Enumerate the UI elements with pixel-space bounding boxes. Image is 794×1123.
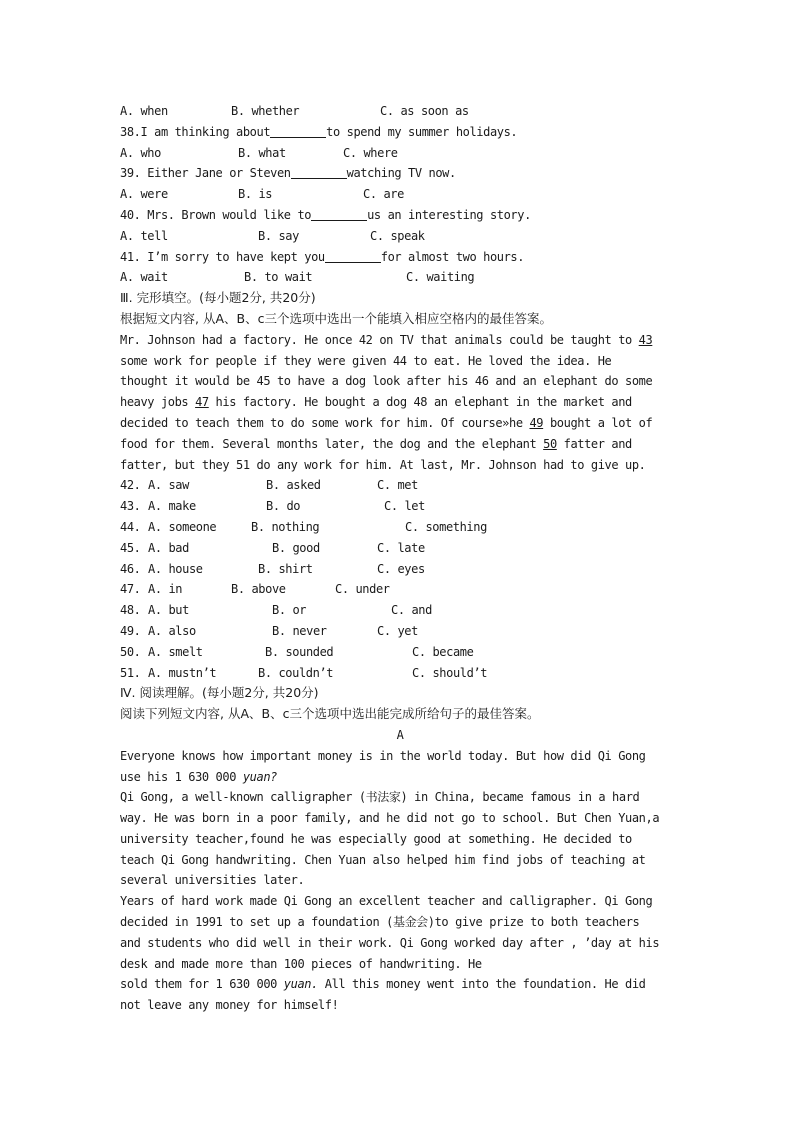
option-b: B. above	[231, 582, 286, 597]
option-b: B. to wait	[244, 270, 313, 285]
option-b: B. is	[238, 187, 273, 202]
option-b: B. good	[272, 540, 320, 555]
option-a: A. bad	[148, 540, 189, 555]
cloze-heading: Ⅲ. 完形填空。(每小题2分, 共20分)	[120, 290, 316, 306]
option-c: C. let	[384, 499, 425, 514]
passage-text: sold them for 1 630 000	[120, 977, 284, 992]
option-a: A. tell	[120, 228, 168, 243]
page-content	[120, 101, 680, 1016]
answer-blank	[325, 249, 381, 263]
cloze-passage-line	[120, 434, 680, 455]
option-b: B. nothing	[251, 519, 320, 534]
answer-blank	[270, 124, 326, 138]
passage-text: heavy jobs	[120, 395, 196, 410]
option-a: A. when	[120, 104, 168, 118]
option-a: A. smelt	[148, 644, 203, 659]
reading-heading: Ⅳ. 阅读理解。(每小题2分, 共20分)	[120, 685, 319, 701]
item-number: 48.	[120, 603, 141, 618]
option-b: B. do	[266, 499, 301, 514]
cloze-item-51	[120, 663, 680, 684]
option-a: A. who	[120, 145, 161, 160]
passage-text: bought a lot of	[543, 415, 653, 430]
passage-label: A	[396, 727, 404, 742]
question-text-before: Mrs. Brown would like to	[140, 207, 312, 222]
option-c: C. under	[335, 582, 390, 597]
cloze-item-44	[120, 517, 680, 538]
item-number: 51.	[120, 665, 141, 680]
passage-text: decided to teach them to do some work for him. Of course»he	[120, 415, 530, 430]
question-38	[120, 122, 680, 143]
question-text-after: watching TV now.	[346, 166, 456, 181]
option-c: C. yet	[377, 623, 418, 638]
q37-options	[120, 101, 680, 122]
option-c: C. are	[363, 187, 404, 202]
item-number: 44.	[120, 519, 141, 534]
question-text-before: Either Jane or Steven	[140, 166, 291, 181]
item-number: 42.	[120, 478, 141, 493]
option-a: A. saw	[148, 478, 189, 493]
reading-instruction: 阅读下列短文内容, 从A、B、c三个选项中选出能完成所给句子的最佳答案。	[120, 706, 540, 722]
cloze-item-46	[120, 559, 680, 580]
option-c: C. became	[412, 644, 474, 659]
question-40	[120, 205, 680, 226]
question-text-after: us an interesting story.	[367, 207, 531, 222]
item-number: 45.	[120, 540, 141, 555]
item-number: 47.	[120, 582, 141, 597]
reading-line: several universities later.	[120, 873, 305, 888]
option-b: B. whether	[231, 104, 300, 118]
question-text-after: for almost two hours.	[380, 249, 525, 264]
question-39-options	[120, 184, 680, 205]
option-b: B. what	[238, 145, 286, 160]
cloze-instruction: 根据短文内容, 从A、B、c三个选项中选出一个能填入相应空格内的最佳答案。	[120, 310, 552, 326]
question-40-options	[120, 226, 680, 247]
question-text-before: I’m sorry to have kept you	[140, 249, 325, 264]
yuan-word: yuan.	[283, 977, 318, 992]
option-c: C. eyes	[377, 561, 425, 576]
option-b: B. couldn’t	[258, 665, 334, 680]
option-a: A. house	[148, 561, 203, 576]
question-text-before: I am thinking about	[140, 124, 271, 139]
answer-blank	[291, 165, 347, 179]
blank-number-43: 43	[638, 332, 653, 347]
cloze-passage-line: thought it would be 45 to have a dog look after his 46 and an elephant do some	[120, 374, 653, 389]
item-number: 43.	[120, 499, 141, 514]
option-a: A. also	[148, 623, 196, 638]
reading-line: and students who did well in their work. Qi Gong worked day after , ’day at his	[120, 935, 660, 950]
question-text-after: to spend my summer holidays.	[326, 124, 518, 139]
cloze-item-48	[120, 600, 680, 621]
cloze-passage-line	[120, 392, 680, 413]
passage-text: his factory. He bought a dog 48 an elephant in the market and	[208, 395, 632, 410]
reading-line: university teacher,found he was especially good at something. He decided to	[120, 831, 632, 846]
cloze-passage-line: fatter, but they 51 do any work for him. At last, Mr. Johnson had to give up.	[120, 457, 646, 472]
question-41-options	[120, 267, 680, 288]
item-number: 46.	[120, 561, 141, 576]
cloze-item-49	[120, 621, 680, 642]
cloze-item-45	[120, 538, 680, 559]
option-c: C. something	[405, 519, 487, 534]
option-b: B. shirt	[258, 561, 313, 576]
option-c: C. where	[343, 145, 398, 160]
option-a: A. mustn’t	[148, 665, 217, 680]
reading-line	[120, 974, 680, 995]
blank-number-47: 47	[195, 395, 209, 410]
item-number: 49.	[120, 623, 141, 638]
yuan-word: yuan?	[242, 769, 277, 784]
passage-text: Mr. Johnson had a factory. He once 42 on TV that animals could be taught to	[120, 332, 639, 347]
reading-line: Everyone knows how important money is in the world today. But how did Qi Gong	[120, 748, 646, 763]
option-b: B. never	[272, 623, 327, 638]
reading-line: way. He was born in a poor family, and he did not go to school. But Chen Yuan,a	[120, 811, 660, 826]
cloze-passage-line: some work for people if they were given 44 to eat. He loved the idea. He	[120, 353, 612, 368]
cloze-item-47	[120, 579, 680, 600]
question-number: 41.	[120, 249, 141, 264]
answer-blank	[311, 207, 367, 221]
reading-line: decided in 1991 to set up a foundation (基金会)to give prize to both teachers	[120, 915, 640, 930]
option-a: A. but	[148, 603, 189, 618]
option-a: A. wait	[120, 270, 168, 285]
option-a: A. someone	[148, 519, 217, 534]
blank-number-49: 49	[529, 415, 544, 430]
cloze-passage-line	[120, 413, 680, 434]
cloze-item-50	[120, 642, 680, 663]
reading-line: not leave any money for himself!	[120, 998, 339, 1013]
question-number: 40.	[120, 207, 141, 222]
passage-text: use his 1 630 000	[120, 769, 243, 784]
question-41	[120, 247, 680, 268]
reading-line	[120, 767, 680, 788]
option-b: B. say	[258, 228, 299, 243]
option-c: C. and	[391, 603, 432, 618]
question-39	[120, 163, 680, 184]
option-a: A. were	[120, 187, 168, 202]
option-b: B. or	[272, 603, 307, 618]
reading-line: desk and made more than 100 pieces of handwriting. He	[120, 956, 482, 971]
question-number: 38.	[120, 124, 141, 139]
question-number: 39.	[120, 166, 141, 181]
reading-line: teach Qi Gong handwriting. Chen Yuan also helped him find jobs of teaching at	[120, 852, 646, 867]
option-c: C. met	[377, 478, 418, 493]
blank-number-50: 50	[543, 436, 557, 451]
passage-text: food for them. Several months later, the dog and the elephant	[120, 436, 544, 451]
option-b: B. asked	[266, 478, 321, 493]
option-c: C. should’t	[412, 665, 488, 680]
option-c: C. late	[377, 540, 425, 555]
reading-line: Qi Gong, a well-known calligrapher (书法家) in China, became famous in a hard	[120, 790, 640, 805]
cloze-item-43	[120, 496, 680, 517]
cloze-item-42	[120, 475, 680, 496]
reading-line: Years of hard work made Qi Gong an excellent teacher and calligrapher. Qi Gong	[120, 894, 653, 909]
option-c: C. as soon as	[380, 104, 469, 118]
option-a: A. make	[148, 499, 196, 514]
option-a: A. in	[148, 582, 183, 597]
option-c: C. waiting	[406, 270, 475, 285]
cloze-passage-line	[120, 330, 680, 351]
item-number: 50.	[120, 644, 141, 659]
question-38-options	[120, 143, 680, 164]
passage-text: All this money went into the foundation. He did	[317, 977, 646, 992]
passage-text: fatter and	[556, 436, 632, 451]
option-b: B. sounded	[265, 644, 334, 659]
option-c: C. speak	[370, 228, 425, 243]
